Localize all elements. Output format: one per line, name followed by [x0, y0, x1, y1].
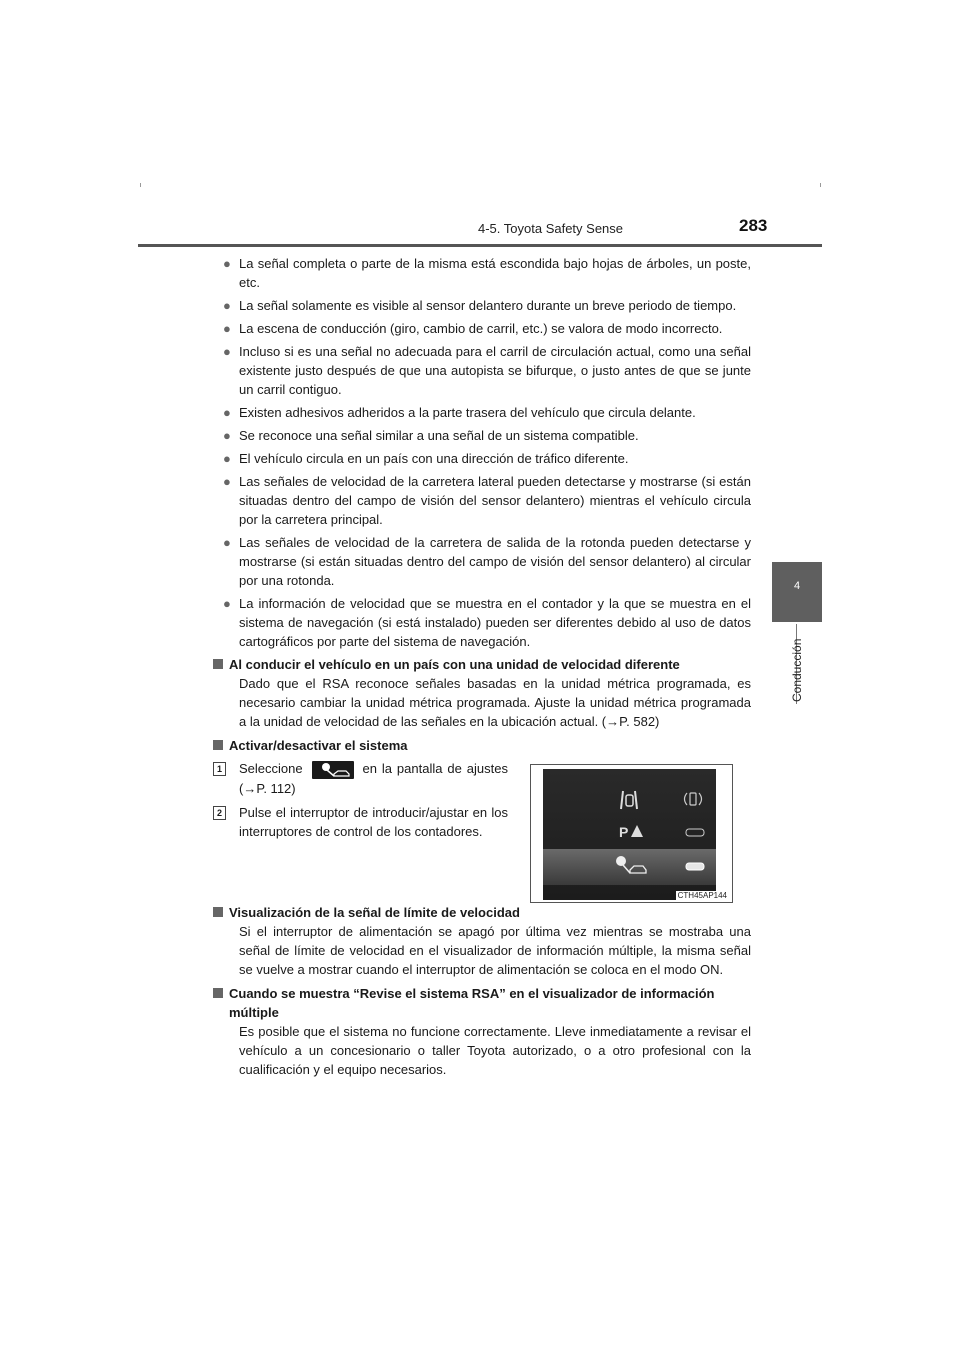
page-number: 283: [739, 216, 768, 235]
round-bullet-icon: ●: [223, 321, 231, 336]
step-2: [213, 803, 508, 841]
condition-bullet-item: [213, 472, 751, 529]
round-bullet-icon: ●: [223, 405, 231, 420]
section-heading-units: [213, 655, 751, 674]
section-title: Activar/desactivar el sistema: [229, 738, 408, 753]
bullet-text: Incluso si es una señal no adecuada para el carril de circulación actual, como una señal existente justo después de que una autopista se bifurque, o justo antes de que se junte un carril contiguo.: [239, 344, 751, 397]
round-bullet-icon: ●: [223, 344, 231, 359]
toggle-on-icon: [686, 863, 704, 870]
bullet-text: Las señales de velocidad de la carretera de salida de la rotonda pueden detectarse y mostrarse (si están situadas dentro del campo de visión del sensor delantero) al circular por una rotonda.: [239, 535, 751, 588]
condition-bullet-item: [213, 426, 751, 445]
section-title: Visualización de la señal de límite de velocidad: [229, 904, 520, 920]
bullet-text: La escena de conducción (giro, cambio de carril, etc.) se valora de modo incorrecto.: [239, 321, 723, 336]
main-content: [213, 254, 751, 1079]
step-1: [213, 759, 508, 798]
condition-bullet-item: [213, 319, 751, 338]
round-bullet-icon: ●: [223, 451, 231, 466]
section-heading-toggle: [213, 736, 751, 755]
condition-bullet-item: [213, 254, 751, 292]
condition-bullet-item: [213, 403, 751, 422]
step-text: Seleccione: [239, 761, 303, 776]
condition-bullet-item: [213, 296, 751, 315]
chapter-tab: [772, 562, 822, 622]
settings-screen-figure: [530, 764, 733, 903]
round-bullet-icon: ●: [223, 256, 231, 271]
display-screen: [543, 769, 716, 900]
condition-bullet-item: [213, 594, 751, 651]
step-text: Pulse el interruptor de introducir/ajustar en los interruptores de control de los contadores.: [239, 804, 508, 839]
section-heading-warning: [213, 984, 751, 1022]
square-bullet-icon: [213, 988, 223, 998]
round-bullet-icon: ●: [223, 474, 231, 489]
parking-sensor-icon: [619, 824, 643, 840]
round-bullet-icon: ●: [223, 535, 231, 550]
crop-mark-left: [140, 183, 141, 187]
svg-text:P: P: [619, 824, 629, 840]
condition-bullet-item: [213, 449, 751, 468]
bullet-text: Se reconoce una señal similar a una señal de un sistema compatible.: [239, 428, 639, 443]
condition-bullet-item: [213, 342, 751, 399]
section-title: Cuando se muestra “Revise el sistema RSA” en el visualizador de información múltiple: [229, 985, 715, 1020]
square-bullet-icon: [213, 907, 223, 917]
square-bullet-icon: [213, 740, 223, 750]
step-text: en la pantalla de ajustes (→P. 112): [239, 761, 508, 796]
road-sign-assist-icon: [616, 856, 646, 873]
step-number-box: 2: [213, 806, 226, 820]
road-sign-assist-icon: [312, 761, 354, 779]
section-body-units: Dado que el RSA reconoce señales basadas en la unidad métrica programada, es necesario cambiar la unidad métrica programada. Ajuste la unidad métrica programada a la unidad de velocidad de las señales en la ubicación actual. (→P. 582): [239, 676, 751, 729]
round-bullet-icon: ●: [223, 596, 231, 611]
condition-bullet-list: [213, 254, 751, 651]
bullet-text: La señal solamente es visible al sensor delantero durante un breve periodo de tiempo.: [239, 298, 737, 313]
round-bullet-icon: ●: [223, 298, 231, 313]
section-heading-display: [213, 903, 751, 922]
step-number-box: 1: [213, 762, 226, 776]
chapter-number: 4: [793, 580, 801, 592]
chapter-label: Conducción: [790, 638, 804, 702]
header-rule: [138, 244, 822, 247]
bullet-text: El vehículo circula en un país con una dirección de tráfico diferente.: [239, 451, 629, 466]
lane-assist-icon: [621, 791, 637, 809]
section-title: Al conducir el vehículo en un país con una unidad de velocidad diferente: [229, 657, 680, 672]
bullet-text: Las señales de velocidad de la carretera lateral pueden detectarse y mostrarse (si están situadas dentro del campo de visión del sensor delantero) mientras el vehículo circula por la carretera principal.: [239, 474, 751, 527]
bullet-text: La información de velocidad que se muestra en el contador y la que se muestra en el sistema de navegación (si está instalado) pueden ser diferentes debido al uso de datos cartográficos por parte del sistema de navegación.: [239, 596, 751, 649]
toggle-off-icon: [686, 829, 704, 836]
sound-icon: [685, 793, 702, 805]
figure-code: CTH45AP144: [677, 891, 727, 900]
crop-mark-right: [820, 183, 821, 187]
square-bullet-icon: [213, 659, 223, 669]
round-bullet-icon: ●: [223, 428, 231, 443]
section-body-display: Si el interruptor de alimentación se apagó por última vez mientras se mostraba una señal de límite de velocidad en el visualizador de información múltiple, la misma señal se vuelve a mostrar cuando el interruptor de alimentación se coloca en el modo ON.: [239, 923, 751, 977]
bullet-text: Existen adhesivos adheridos a la parte trasera del vehículo que circula delante.: [239, 405, 696, 420]
section-body-warning: Es posible que el sistema no funcione correctamente. Lleve inmediatamente a revisar el vehículo a un concesionario o taller Toyota autorizado, o a otro profesional con la cualificación y el equipo necesarios.: [239, 1023, 751, 1077]
bullet-text: La señal completa o parte de la misma está escondida bajo hojas de árboles, un poste, etc.: [239, 256, 751, 290]
header-section-title: 4-5. Toyota Safety Sense: [478, 221, 624, 236]
condition-bullet-item: [213, 533, 751, 590]
